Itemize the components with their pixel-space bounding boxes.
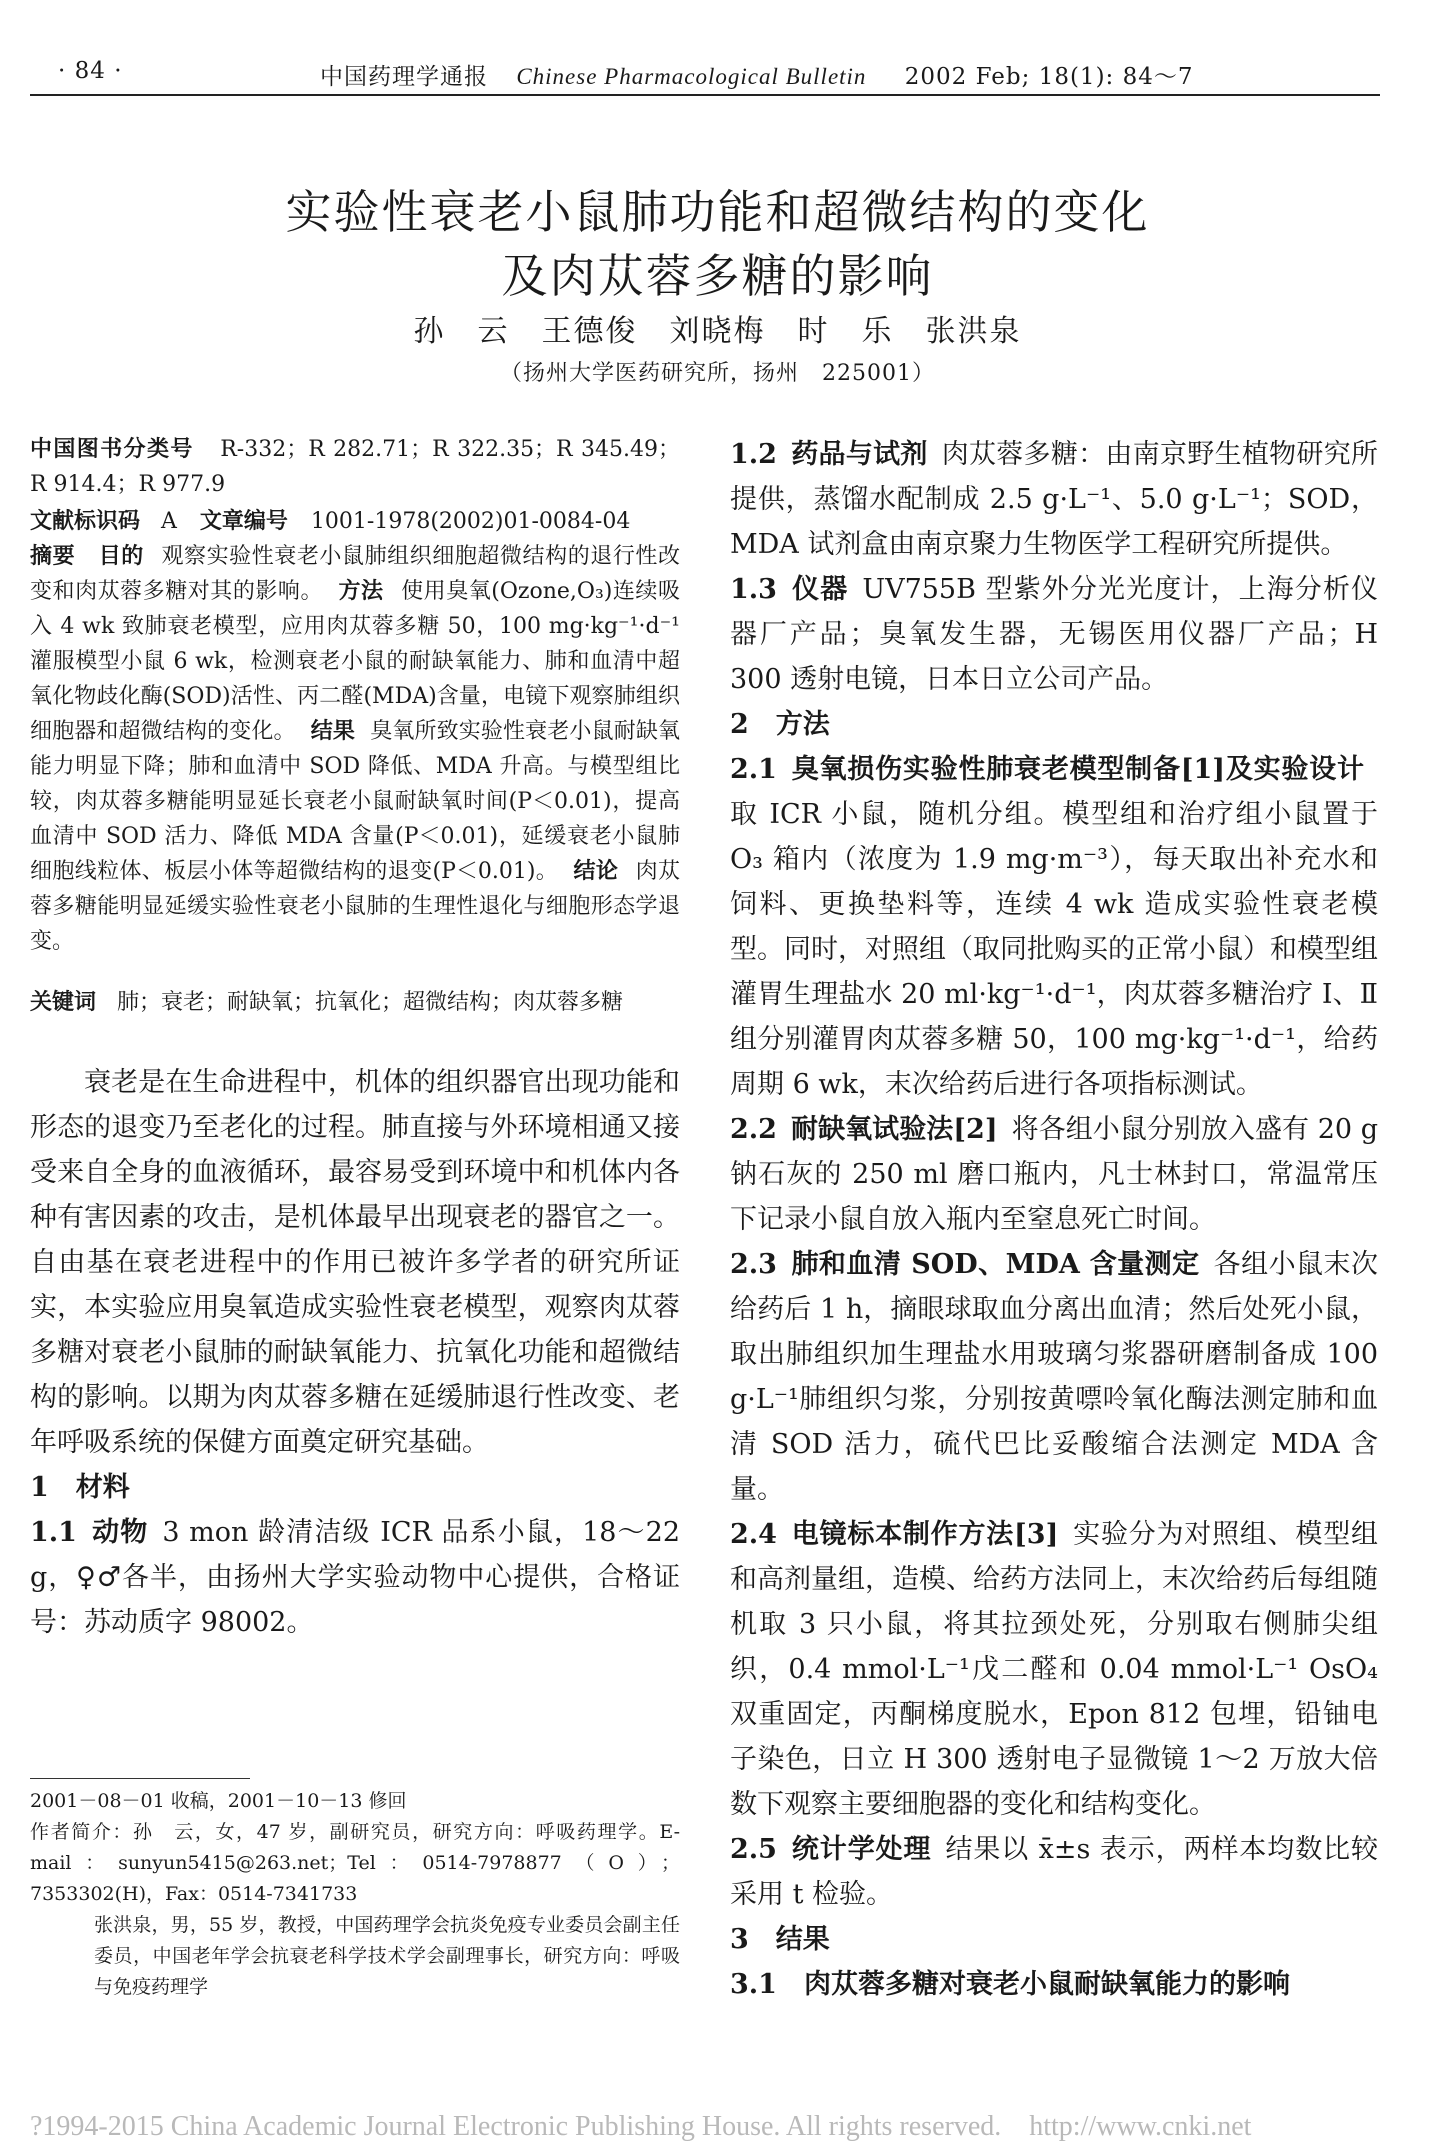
result-label: 结果 <box>310 718 356 744</box>
purpose-label: 目的 <box>98 543 144 569</box>
article-number-label: 文章编号 <box>199 508 288 534</box>
section-1-3-number: 1.3 <box>730 574 777 605</box>
keywords <box>30 985 680 1020</box>
article-number-value: 1001-1978(2002)01-0084-04 <box>310 509 631 534</box>
section-2-3-title: 肺和血清 SOD、MDA 含量测定 <box>790 1249 1200 1280</box>
clc-label: 中国图书分类号 <box>30 436 194 462</box>
received-date: 2001－08－01 收稿，2001－10－13 修回 <box>30 1790 407 1812</box>
introduction: 衰老是在生命进程中，机体的组织器官出现功能和形态的退变乃至老化的过程。肺直接与外环境相通又接受来自全身的血液循环，最容易受到环境中和机体内各种有害因素的攻击，是机体最早出现衰老的器官之一。自由基在衰老进程中的作用已被许多学者的研究所证实，本实验应用臭氧造成实验性衰老模型，观察肉苁蓉多糖对衰老小鼠肺的耐缺氧能力、抗氧化功能和超微结构的影响。以期为肉苁蓉多糖在延缓肺退行性改变、老年呼吸系统的保健方面奠定研究基础。 <box>30 1067 680 1458</box>
footnotes <box>30 1786 680 2003</box>
section-1-1-text: 3 mon 龄清洁级 ICR 品系小鼠，18～22 g，♀♂各半，由扬州大学实验动物中心提供，合格证号：苏动质字 98002。 <box>30 1517 681 1638</box>
section-2-2-title: 耐缺氧试验法[2] <box>790 1114 998 1145</box>
section-2-5-number: 2.5 <box>730 1834 777 1865</box>
keywords-value: 肺；衰老；耐缺氧；抗氧化；超微结构；肉苁蓉多糖 <box>117 990 624 1015</box>
section-2-3-number: 2.3 <box>730 1249 777 1280</box>
section-2-2 <box>730 1107 1378 1242</box>
journal-name-en: Chinese Pharmacological Bulletin <box>516 64 867 89</box>
left-column <box>30 432 680 1645</box>
section-2-2-number: 2.2 <box>730 1114 777 1145</box>
section-1-2-text: 肉苁蓉多糖：由南京野生植物研究所提供，蒸馏水配制成 2.5 g·L⁻¹、5.0 g·L⁻¹；SOD，MDA 试剂盒由南京聚力生物医学工程研究所提供。 <box>730 439 1378 560</box>
doc-code-label: 文献标识码 <box>30 508 141 534</box>
clc-value: R-332；R 282.71；R 322.35；R 345.49；R 914.4；R 977.9 <box>30 437 680 497</box>
section-2-3 <box>730 1242 1378 1512</box>
section-1-heading: 1 材料 <box>30 1472 130 1503</box>
right-column <box>730 432 1378 2007</box>
header-rule <box>30 94 1380 96</box>
section-1-1-number: 1.1 <box>30 1517 77 1548</box>
section-1-3 <box>730 567 1378 702</box>
document-codes <box>30 504 680 539</box>
method-text: 使用臭氧(Ozone,O₃)连续吸入 4 wk 致肺衰老模型，应用肉苁蓉多糖 50，100 mg·kg⁻¹·d⁻¹灌服模型小鼠 6 wk，检测衰老小鼠的耐缺氧能力、肺和血清中超氧化物歧化酶(SOD)活性、丙二醛(MDA)含量，电镜下观察肺组织细胞器和超微结构的变化。 <box>30 579 680 744</box>
section-1-2-number: 1.2 <box>730 439 777 470</box>
section-1-2-title: 药品与试剂 <box>790 439 928 470</box>
section-3-heading: 3 结果 <box>730 1924 830 1955</box>
section-2-1 <box>730 747 1378 1107</box>
section-2-1-title: 臭氧损伤实验性肺衰老模型制备[1]及实验设计 <box>790 754 1364 785</box>
page-number: · 84 · <box>58 58 123 84</box>
abstract <box>30 539 680 959</box>
article-title-line1: 实验性衰老小鼠肺功能和超微结构的变化 <box>285 185 1150 239</box>
section-2-4-title: 电镜标本制作方法[3] <box>790 1519 1059 1550</box>
section-2-4-number: 2.4 <box>730 1519 777 1550</box>
method-label: 方法 <box>338 578 384 604</box>
section-2-5-text: 结果以 x̄±s 表示，两样本均数比较采用 t 检验。 <box>730 1834 1379 1910</box>
section-2-3-text: 各组小鼠末次给药后 1 h，摘眼球取血分离出血清；然后处死小鼠，取出肺组织加生理盐水用玻璃匀浆器研磨制备成 100 g·L⁻¹肺组织匀浆，分别按黄嘌呤氧化酶法测定肺和血清 SOD 活力，硫代巴比妥酸缩合法测定 MDA 含量。 <box>730 1249 1379 1505</box>
section-2-heading: 2 方法 <box>730 709 830 740</box>
issue-info: 2002 Feb; 18(1): 84～7 <box>904 64 1194 90</box>
abstract-label: 摘要 <box>30 543 76 569</box>
affiliation: （扬州大学医药研究所，扬州 225001） <box>500 361 935 386</box>
footnote-rule <box>30 1778 250 1779</box>
conclusion-label: 结论 <box>573 858 619 884</box>
conclusion-text: 肉苁蓉多糖能明显延缓实验性衰老小鼠肺的生理性退化与细胞形态学退变。 <box>30 859 680 954</box>
running-header <box>30 52 1380 98</box>
result-text: 臭氧所致实验性衰老小鼠耐缺氧能力明显下降；肺和血清中 SOD 降低、MDA 升高。与模型组比较，肉苁蓉多糖能明显延长衰老小鼠耐缺氧时间(P＜0.01)，提高血清中 SOD 活力、降低 MDA 含量(P＜0.01)，延缓衰老小鼠肺细胞线粒体、板层小体等超微结构的退变(P＜0.01)。 <box>30 719 680 884</box>
section-1-3-text: UV755B 型紫外分光光度计，上海分析仪器厂产品；臭氧发生器，无锡医用仪器厂产品；H 300 透射电镜，日本日立公司产品。 <box>730 574 1379 695</box>
author-list: 孙 云 王德俊 刘晓梅 时 乐 张洪泉 <box>413 314 1022 349</box>
classification <box>30 432 680 502</box>
journal-name-cn: 中国药理学通报 <box>320 64 488 90</box>
doc-code-value: A <box>161 509 177 534</box>
purpose-text: 观察实验性衰老小鼠肺组织细胞超微结构的退行性改变和肉苁蓉多糖对其的影响。 <box>30 544 680 604</box>
section-2-2-text: 将各组小鼠分别放入盛有 20 g 钠石灰的 250 ml 磨口瓶内，凡士林封口，常温常压下记录小鼠自放入瓶内至窒息死亡时间。 <box>730 1114 1378 1235</box>
keywords-label: 关键词 <box>30 989 97 1015</box>
section-1-2 <box>730 432 1378 567</box>
section-3-1-heading: 3.1 肉苁蓉多糖对衰老小鼠耐缺氧能力的影响 <box>730 1969 1290 2000</box>
section-1-3-title: 仪器 <box>790 574 849 605</box>
section-2-4 <box>730 1512 1378 1827</box>
section-1-1 <box>30 1510 680 1645</box>
copyright-watermark: ?1994-2015 China Academic Journal Electronic Publishing House. All rights reserved. http://www.cnki.net <box>30 2111 1252 2142</box>
author-bio-1: 作者简介：孙 云，女，47 岁，副研究员，研究方向：呼吸药理学。E-mail：sunyun5415@263.net；Tel：0514-7978877（O）；7353302(H)，Fax：0514-7341733 <box>30 1821 680 1905</box>
journal-line <box>320 58 1194 91</box>
author-bio-2: 张洪泉，男，55 岁，教授，中国药理学会抗炎免疫专业委员会副主任委员，中国老年学会抗衰老科学技术学会副理事长，研究方向：呼吸与免疫药理学 <box>94 1914 680 1998</box>
section-2-1-text: 取 ICR 小鼠，随机分组。模型组和治疗组小鼠置于 O₃ 箱内（浓度为 1.9 mg·m⁻³），每天取出补充水和饲料、更换垫料等，连续 4 wk 造成实验性衰老模型。同时，对照组（取同批购买的正常小鼠）和模型组灌胃生理盐水 20 ml·kg⁻¹·d⁻¹，肉苁蓉多糖治疗 Ⅰ、Ⅱ组分别灌胃肉苁蓉多糖 50，100 mg·kg⁻¹·d⁻¹，给药周期 6 wk，末次给药后进行各项指标测试。 <box>730 799 1378 1100</box>
section-2-4-text: 实验分为对照组、模型组和高剂量组，造模、给药方法同上，末次给药后每组随机取 3 只小鼠，将其拉颈处死，分别取右侧肺尖组织，0.4 mmol·L⁻¹戊二醛和 0.04 mmol·L⁻¹ OsO₄ 双重固定，丙酮梯度脱水，Epon 812 包埋，铅铀电子染色，日立 H 300 透射电子显微镜 1～2 万放大倍数下观察主要细胞器的变化和结构变化。 <box>730 1519 1378 1820</box>
section-2-5-title: 统计学处理 <box>790 1834 932 1865</box>
section-2-1-number: 2.1 <box>730 754 777 785</box>
article-title-line2: 及肉苁蓉多糖的影响 <box>501 249 934 303</box>
section-2-5 <box>730 1827 1378 1917</box>
section-1-1-title: 动物 <box>90 1517 149 1548</box>
